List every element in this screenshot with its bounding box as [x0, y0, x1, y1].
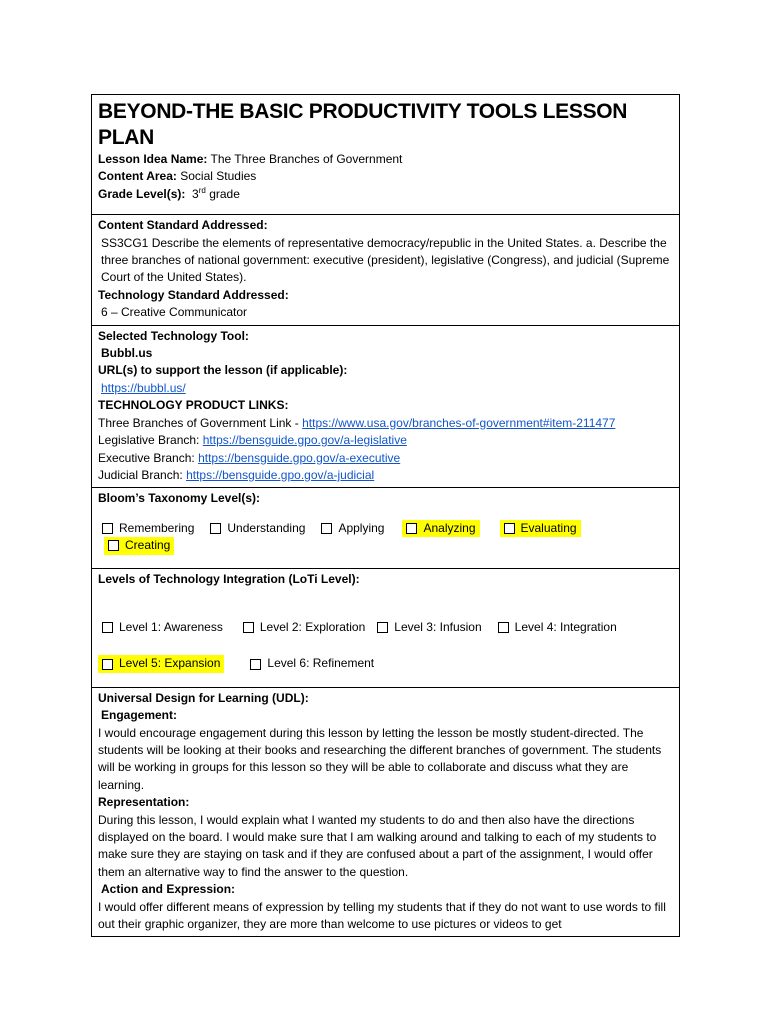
udl-label: Universal Design for Learning (UDL):	[98, 690, 309, 705]
tool-value: Bubbl.us	[101, 346, 153, 361]
loti-option-label: Level 6: Refinement	[267, 656, 375, 671]
checkbox-icon	[102, 622, 113, 633]
product-link[interactable]: https://www.usa.gov/branches-of-government#item-211477	[302, 415, 616, 430]
blooms-option[interactable]	[206, 520, 309, 537]
blooms-option-label: Evaluating	[520, 520, 577, 535]
representation-label: Representation:	[98, 795, 190, 810]
product-link-label: Judicial Branch:	[98, 467, 183, 482]
blooms-label: Bloom’s Taxonomy Level(s):	[98, 491, 261, 506]
representation-text: During this lesson, I would explain what I wanted my students to do and then also have the directions displayed on the board. I would make sure that I am walking around and talking to each of my students to make sure they are staying on task and if they are confused about a part of the assignment, I would offer them an alternative way to find the answer to the question.	[98, 812, 657, 879]
blooms-option[interactable]	[317, 520, 388, 537]
loti-option-label: Level 2: Exploration	[259, 619, 366, 634]
product-link[interactable]: https://bensguide.gpo.gov/a-executive	[198, 450, 401, 465]
loti-option[interactable]	[98, 619, 227, 636]
content-area-value: Social Studies	[180, 169, 257, 184]
blooms-option[interactable]	[98, 520, 198, 537]
grade-level-label: Grade Level(s):	[98, 186, 186, 201]
loti-option[interactable]	[98, 655, 224, 672]
product-link-row	[98, 467, 673, 484]
loti-option[interactable]	[494, 619, 621, 636]
product-links-label: TECHNOLOGY PRODUCT LINKS:	[98, 398, 289, 413]
loti-option[interactable]	[246, 655, 378, 672]
blooms-section	[92, 487, 679, 567]
standards-section	[92, 214, 679, 324]
blooms-option-label: Applying	[338, 520, 385, 535]
loti-option[interactable]	[239, 619, 369, 636]
loti-label: Levels of Technology Integration (LoTi Level):	[98, 571, 360, 586]
lesson-plan-document	[91, 94, 680, 937]
technology-standard-label: Technology Standard Addressed:	[98, 287, 289, 302]
action-expression-text: I would offer different means of expression by telling my students that if they do not want to use words to fill out their graphic organizer, they are more than welcome to use pictures or videos to get	[98, 899, 666, 932]
blooms-options-row	[98, 537, 673, 554]
product-link-label: Executive Branch:	[98, 450, 195, 465]
product-link-row	[98, 415, 673, 432]
engagement-label: Engagement:	[101, 708, 178, 723]
blooms-option[interactable]	[500, 520, 581, 537]
blooms-option[interactable]	[104, 537, 174, 554]
loti-option-label: Level 1: Awareness	[119, 619, 223, 634]
blooms-option-label: Creating	[125, 538, 171, 553]
grade-word: grade	[209, 186, 240, 201]
technology-tool-section	[92, 325, 679, 488]
product-link-row	[98, 432, 673, 449]
content-area-label: Content Area:	[98, 169, 177, 184]
checkbox-icon	[243, 622, 254, 633]
lesson-idea-value: The Three Branches of Government	[210, 152, 403, 166]
product-link-row	[98, 450, 673, 467]
checkbox-icon	[377, 622, 388, 633]
loti-options-row	[98, 619, 673, 636]
checkbox-icon	[108, 540, 119, 551]
product-link[interactable]: https://bensguide.gpo.gov/a-judicial	[186, 467, 375, 482]
grade-number: 3	[192, 186, 199, 201]
checkbox-icon	[250, 659, 261, 670]
grade-level-row	[98, 186, 673, 203]
loti-option-label: Level 3: Infusion	[394, 619, 482, 634]
loti-section	[92, 568, 679, 687]
checkbox-icon	[321, 523, 332, 534]
checkbox-icon	[498, 622, 509, 633]
content-standard-label: Content Standard Addressed:	[98, 218, 268, 233]
udl-section	[92, 687, 679, 937]
content-standard-text: SS3CG1 Describe the elements of representative democracy/republic in the United States. a. Describe the three branches of national government: executive (president), legislative (Congress), and judicial (Supreme Court of the United States).	[101, 235, 670, 285]
blooms-option-label: Remembering	[119, 520, 195, 535]
url-label: URL(s) to support the lesson (if applicable):	[98, 363, 348, 378]
lesson-idea-label: Lesson Idea Name:	[98, 152, 208, 166]
action-expression-label: Action and Expression:	[101, 882, 236, 897]
checkbox-icon	[406, 523, 417, 534]
blooms-option[interactable]	[402, 520, 479, 537]
content-area-row	[98, 168, 673, 185]
page-title: BEYOND-THE BASIC PRODUCTIVITY TOOLS LESSON PLAN	[98, 100, 628, 149]
technology-standard-text: 6 – Creative Communicator	[101, 305, 248, 320]
checkbox-icon	[102, 523, 113, 534]
engagement-text: I would encourage engagement during this lesson by letting the lesson be mostly student-directed. The students will be looking at their books and researching the different branches of government. The students will be working in groups for this lesson so they will be able to collaborate and discuss what they are learning.	[98, 725, 662, 792]
blooms-option-label: Analyzing	[423, 520, 476, 535]
blooms-options-row	[98, 520, 673, 537]
product-link[interactable]: https://bensguide.gpo.gov/a-legislative	[202, 433, 407, 448]
loti-option-label: Level 4: Integration	[514, 619, 617, 634]
tool-label: Selected Technology Tool:	[98, 328, 249, 343]
product-link-label: Three Branches of Government Link -	[98, 415, 299, 430]
product-link-label: Legislative Branch:	[98, 433, 200, 448]
checkbox-icon	[102, 659, 113, 670]
loti-option[interactable]	[373, 619, 485, 636]
bubbl-link[interactable]: https://bubbl.us/	[101, 380, 186, 395]
loti-options-row	[98, 655, 673, 672]
header-section	[92, 95, 679, 214]
loti-option-label: Level 5: Expansion	[119, 656, 221, 671]
checkbox-icon	[504, 523, 515, 534]
lesson-idea-row	[98, 151, 673, 168]
grade-suffix: rd	[198, 185, 206, 195]
checkbox-icon	[210, 523, 221, 534]
blooms-option-label: Understanding	[227, 520, 306, 535]
